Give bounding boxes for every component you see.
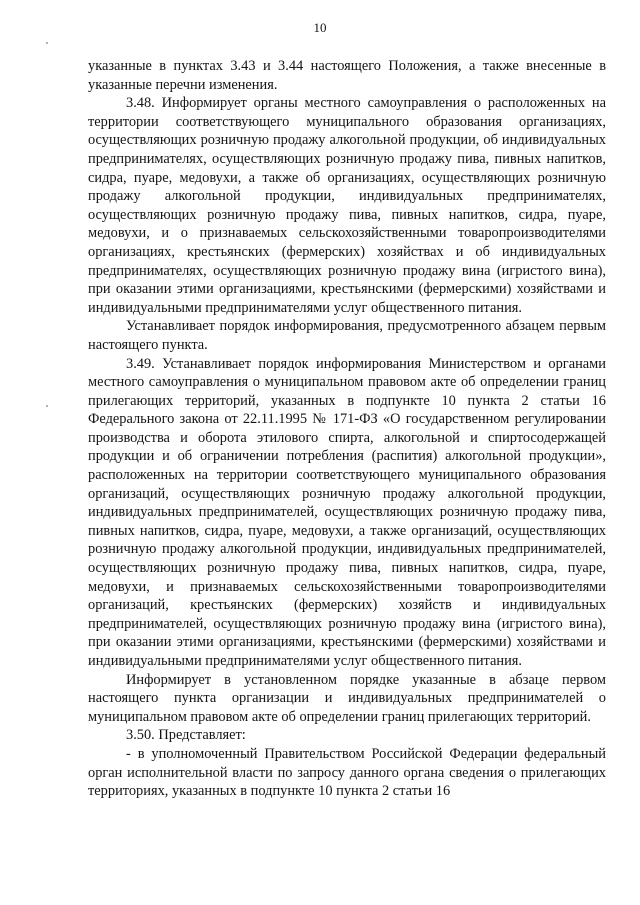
scan-speck: [46, 42, 48, 44]
paragraph-3-50-item: - в уполномоченный Правительством Российской Федерации федеральный орган исполнительной власти по запросу данного органа сведения о прилегающих территориях, указанных в подпункте 10 пункта 2 статьи 16: [88, 745, 606, 800]
paragraph-3-50: 3.50. Представляет:: [126, 727, 246, 744]
paragraph-3-48: 3.48. Информирует органы местного самоуправления о расположенных на территории соответствующего муниципального образования организациях, осуществляющих розничную продажу алкогольной продукции, об индивидуальных предпринимателях, осуществляющих розничную продажу пива, пивных напитков, сидра, пуаре, медовухи, а также об организациях, осуществляющих розничную продажу алкогольной продукции, индивидуальных предпринимателях, осуществляющих розничную продажу пива, пивных напитков, сидра, пуаре, медовухи, и о признаваемых сельскохозяйственными товаропроизводителями организациях, крестьянских (фермерских) хозяйствах и об индивидуальных предпринимателях, осуществляющих розничную продажу вина (игристого вина), при оказании этими организациями, крестьянскими (фермерскими) хозяйствами и индивидуальными предпринимателями услуг общественного питания.: [88, 95, 606, 316]
scan-speck: [46, 405, 48, 407]
paragraph-3-48-procedure: Устанавливает порядок информирования, предусмотренного абзацем первым настоящего пункта.: [88, 318, 606, 353]
document-body: [88, 57, 606, 801]
page-number: 10: [313, 20, 327, 35]
paragraph-3-49-informs: Информирует в установленном порядке указанные в абзаце первом настоящего пункта организации и индивидуальных предпринимателей о муниципальном правовом акте об определении границ прилегающих территорий.: [88, 671, 606, 725]
paragraph-3-49: 3.49. Устанавливает порядок информирования Министерством и органами местного самоуправления о муниципальном правовом акте об определении границ прилегающих территорий, указанных в подпункте 10 пункта 2 статьи 16 Федерального закона от 22.11.1995 № 171-ФЗ «О государственном регулировании производства и оборота этилового спирта, алкогольной и спиртосодержащей продукции и об ограничении потребления (распития) алкогольной продукции», расположенных на территории соответствующего муниципального образования организаций, осуществляющих розничную продажу алкогольной продукции, индивидуальных предпринимателей, осуществляющих розничную продажу пива, пивных напитков, сидра, пуаре, медовухи, а также организаций, осуществляющих розничную продажу алкогольной продукции, индивидуальных предпринимателей, осуществляющих розничную продажу пива, пивных напитков, сидра, пуаре, медовухи, и признаваемых сельскохозяйственными товаропроизводителями организаций, крестьянских (фермерских) хозяйств и индивидуальных предпринимателей, осуществляющих розничную продажу вина (игристого вина), при оказании этими организациями, крестьянскими (фермерскими) хозяйствами и индивидуальными предпринимателями услуг общественного питания.: [88, 355, 606, 669]
paragraph-continuation: указанные в пунктах 3.43 и 3.44 настоящего Положения, а также внесенные в указанные перечни изменения.: [88, 58, 606, 93]
